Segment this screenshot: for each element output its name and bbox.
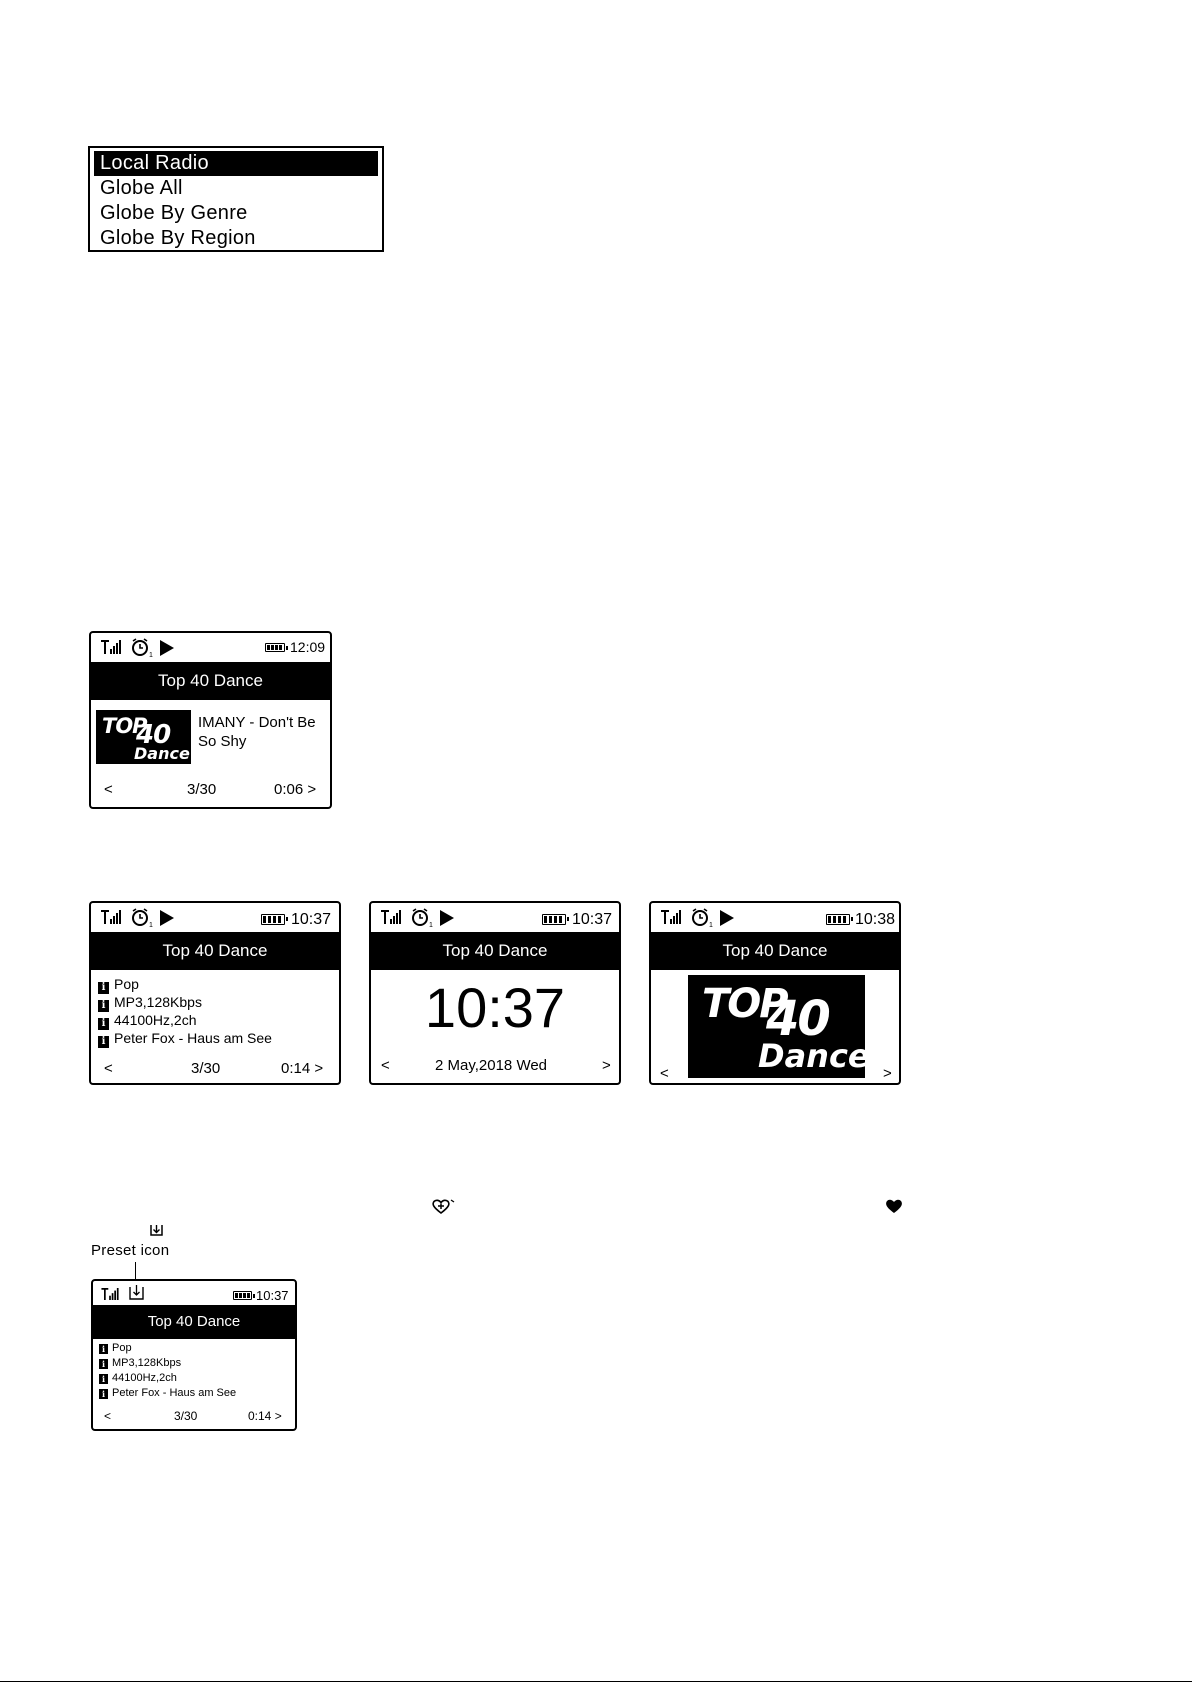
info-icon: i — [99, 1374, 108, 1384]
add-favorite-icon — [430, 1198, 456, 1216]
track-index: 3/30 — [191, 1060, 221, 1077]
info-line-song: i Peter Fox - Haus am See — [98, 1030, 272, 1048]
next-button[interactable]: > — [602, 1057, 611, 1074]
info-line-genre: i Pop — [98, 976, 139, 994]
info-icon: i — [98, 1000, 109, 1012]
screen-preset — [91, 1279, 297, 1431]
signal-icon — [101, 640, 121, 654]
status-time: 10:38 — [855, 911, 896, 928]
info-line-codec: i MP3,128Kbps — [99, 1357, 181, 1369]
station-logo-large: TOP 40 Dance — [688, 975, 865, 1078]
prev-button[interactable]: < — [104, 781, 113, 798]
info-line-genre: i Pop — [99, 1342, 132, 1354]
status-bar — [371, 903, 619, 931]
play-icon — [720, 910, 734, 926]
info-line-song: i Peter Fox - Haus am See — [99, 1387, 236, 1399]
info-icon: i — [98, 1018, 109, 1030]
elapsed-time: 0:14 > — [248, 1409, 282, 1423]
date: 2 May,2018 Wed — [435, 1057, 548, 1074]
menu-item-local-radio[interactable]: Local Radio — [94, 151, 378, 176]
station-title: Top 40 Dance — [91, 932, 339, 970]
heart-icon — [884, 1198, 904, 1214]
big-clock: 10:37 — [424, 976, 566, 1039]
menu-item-globe-all[interactable]: Globe All — [100, 177, 183, 199]
battery-icon — [542, 914, 566, 925]
battery-icon — [233, 1291, 252, 1300]
battery-icon — [261, 914, 285, 925]
play-icon — [160, 640, 174, 656]
info-icon: i — [98, 982, 109, 994]
elapsed-time: 0:14 > — [281, 1060, 324, 1077]
play-icon — [160, 910, 174, 926]
svg-text:1: 1 — [149, 922, 153, 928]
play-icon — [440, 910, 454, 926]
menu-item-globe-by-genre[interactable]: Globe By Genre — [100, 202, 248, 224]
info-icon: i — [99, 1389, 108, 1399]
alarm-clock-icon — [690, 908, 714, 928]
track-index: 3/30 — [174, 1409, 198, 1423]
status-bar — [91, 903, 339, 931]
status-bar — [91, 633, 330, 661]
station-title: Top 40 Dance — [371, 932, 619, 970]
info-icon: i — [99, 1344, 108, 1354]
svg-text:1: 1 — [709, 922, 713, 928]
info-icon: i — [98, 1036, 109, 1048]
svg-text:1: 1 — [149, 652, 153, 658]
alarm-clock-icon — [130, 908, 154, 928]
info-icon: i — [99, 1359, 108, 1369]
station-title: Top 40 Dance — [91, 662, 330, 700]
prev-button[interactable]: < — [660, 1065, 669, 1082]
screen-playing — [89, 631, 332, 809]
prev-button[interactable]: < — [104, 1409, 112, 1423]
menu-item-globe-by-region[interactable]: Globe By Region — [100, 227, 256, 249]
screen-clock — [369, 901, 621, 1085]
status-time: 10:37 — [572, 911, 613, 928]
status-time: 10:37 — [256, 1288, 289, 1303]
next-button[interactable]: > — [883, 1065, 892, 1082]
station-title: Top 40 Dance — [651, 932, 899, 970]
battery-icon — [265, 643, 285, 652]
preset-icon — [150, 1224, 163, 1236]
screen-info — [89, 901, 341, 1085]
radio-menu — [88, 146, 384, 252]
status-time: 10:37 — [291, 911, 332, 928]
preset-icon — [129, 1285, 144, 1300]
alarm-clock-icon — [410, 908, 434, 928]
signal-icon — [661, 910, 681, 924]
status-time: 12:09 — [290, 639, 326, 655]
track-index: 3/30 — [187, 781, 217, 798]
svg-text:1: 1 — [429, 922, 433, 928]
signal-icon — [381, 910, 401, 924]
signal-icon — [101, 1288, 119, 1300]
prev-button[interactable]: < — [381, 1057, 390, 1074]
preset-icon-label: Preset icon — [91, 1242, 170, 1259]
alarm-clock-icon — [130, 638, 154, 658]
station-logo: TOP 40 Dance — [96, 710, 191, 764]
station-title: Top 40 Dance — [93, 1305, 295, 1339]
prev-button[interactable]: < — [104, 1060, 113, 1077]
screen-logo — [649, 901, 901, 1085]
battery-icon — [826, 914, 850, 925]
status-bar — [651, 903, 899, 931]
info-line-sample-rate: i 44100Hz,2ch — [99, 1372, 177, 1384]
elapsed-time: 0:06 > — [274, 781, 317, 798]
song-title: IMANY - Don't Be So Shy — [198, 714, 316, 750]
signal-icon — [101, 910, 121, 924]
info-line-codec: i MP3,128Kbps — [98, 994, 202, 1012]
bottom-rule — [0, 1681, 1192, 1682]
info-line-sample-rate: i 44100Hz,2ch — [98, 1012, 197, 1030]
